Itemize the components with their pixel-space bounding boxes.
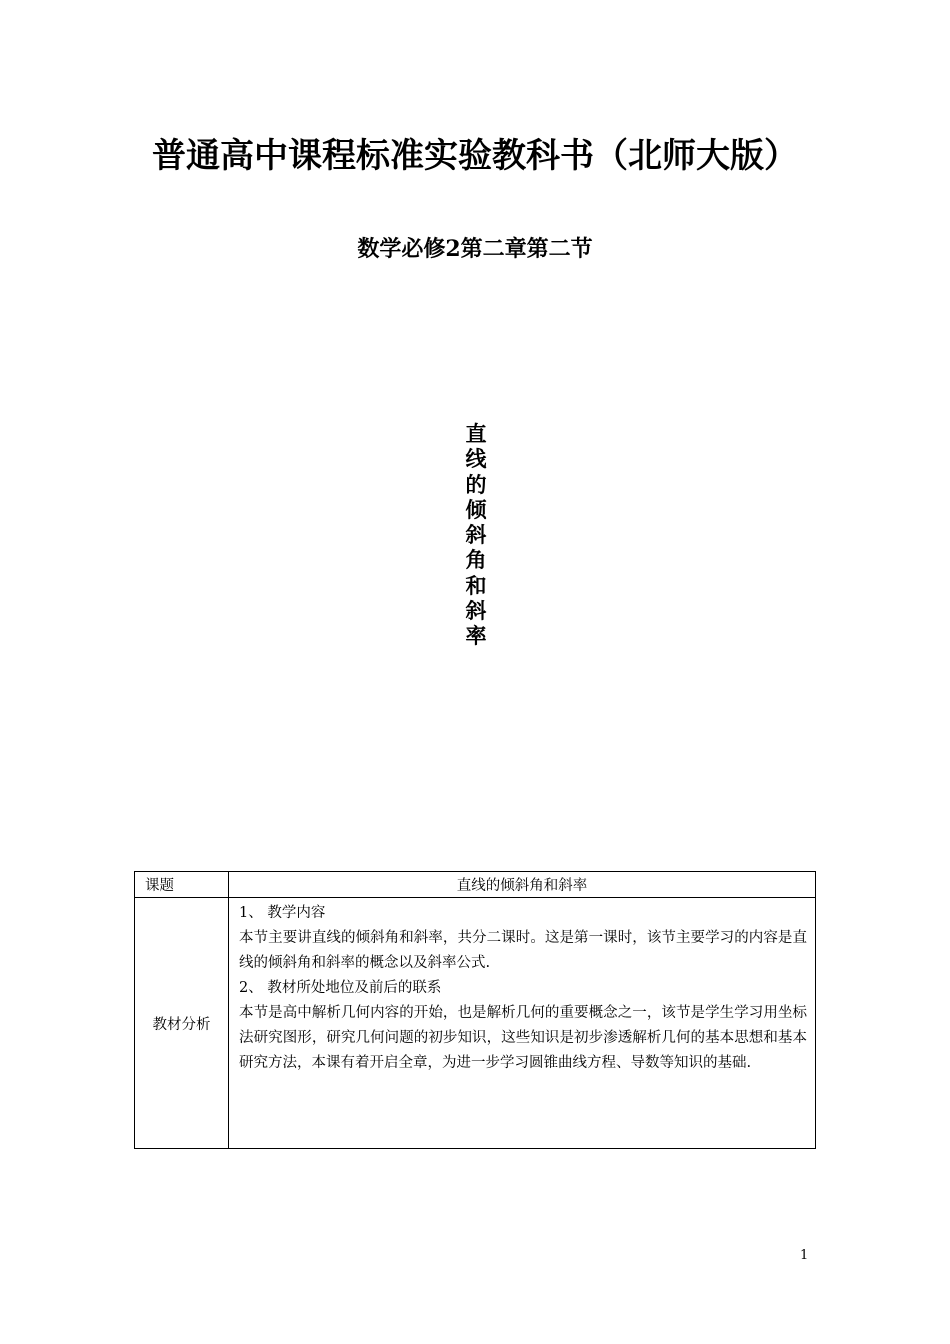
main-title: 普通高中课程标准实验教科书（北师大版） xyxy=(152,136,798,176)
table-row-topic xyxy=(135,872,816,898)
page-number: 1 xyxy=(800,1248,809,1263)
analysis-heading-1: 1、 教学内容 xyxy=(239,905,326,921)
lesson-info-table xyxy=(134,871,816,1149)
subtitle: 数学必修2第二章第二节 xyxy=(357,236,593,262)
table-row-analysis xyxy=(135,898,816,1149)
analysis-label: 教材分析 xyxy=(135,898,229,1149)
analysis-paragraph-1: 本节主要讲直线的倾斜角和斜率，共分二课时。这是第一课时，该节主要学习的内容是直线的倾斜角和斜率的概念以及斜率公式. xyxy=(239,930,807,971)
lesson-title-vertical: 直线的倾斜角和斜率 xyxy=(465,422,487,649)
analysis-heading-2: 2、 教材所处地位及前后的联系 xyxy=(239,980,442,996)
analysis-paragraph-2: 本节是高中解析几何内容的开始，也是解析几何的重要概念之一，该节是学生学习用坐标法研究图形，研究几何问题的初步知识，这些知识是初步渗透解析几何的基本思想和基本研究方法，本课有着开启全章，为进一步学习圆锥曲线方程、导数等知识的基础. xyxy=(239,1005,807,1071)
topic-label: 课题 xyxy=(135,872,229,898)
analysis-body xyxy=(229,898,816,1149)
topic-value: 直线的倾斜角和斜率 xyxy=(229,872,816,898)
